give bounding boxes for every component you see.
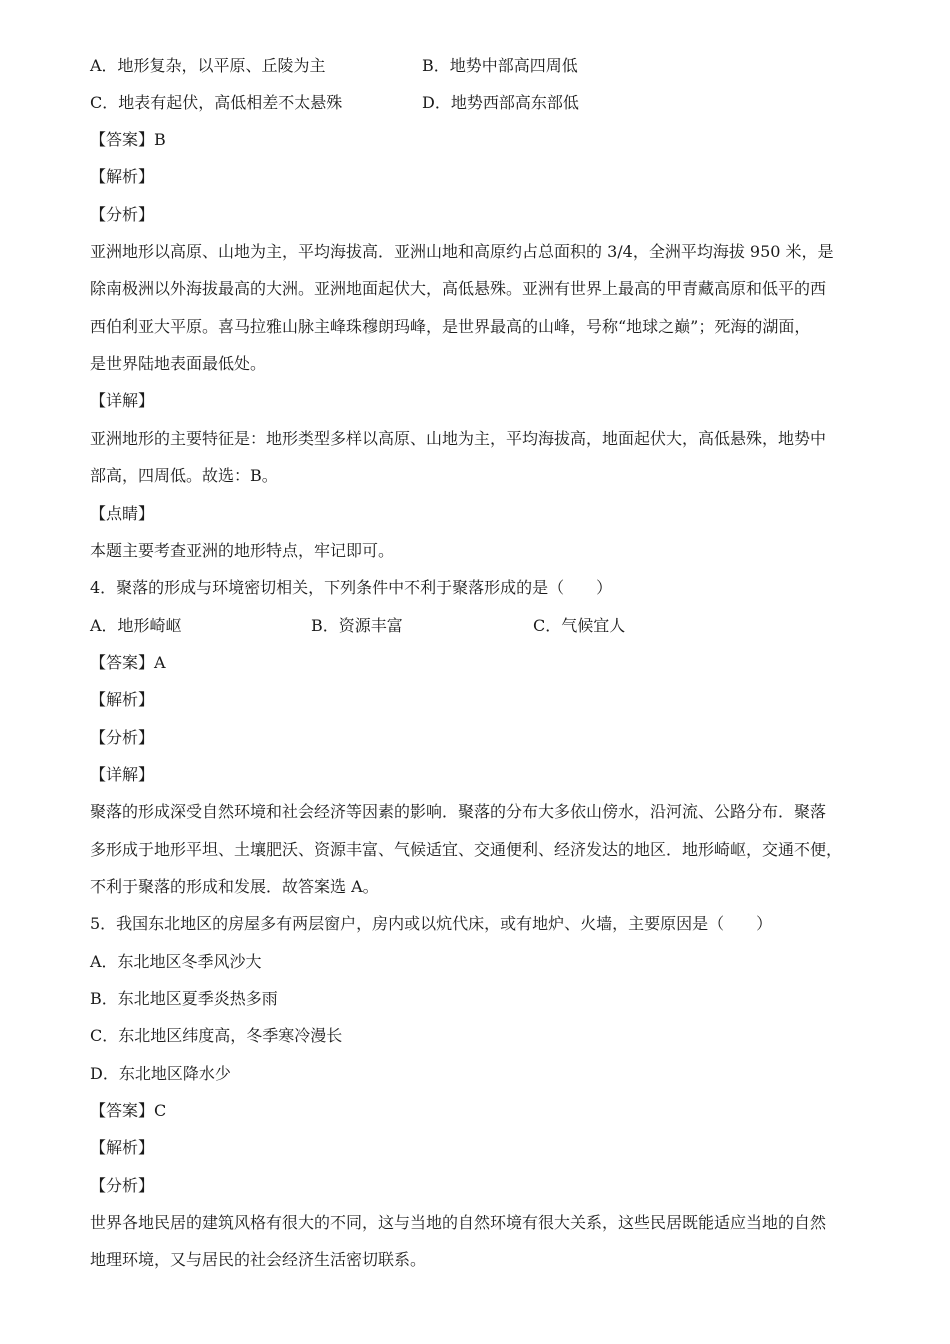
- q4-option-b: B．资源丰富: [311, 616, 403, 635]
- q3-analysis-line: 是世界陆地表面最低处。: [90, 354, 267, 373]
- q4-option-c: C．气候宜人: [533, 616, 626, 635]
- q5-option-c: C．东北地区纬度高，冬季寒冷漫长: [90, 1026, 343, 1045]
- q4-jiexi-heading: 【解析】: [90, 690, 155, 709]
- q5-option-d: D．东北地区降水少: [90, 1064, 231, 1083]
- q3-option-a: A．地形复杂，以平原、丘陵为主: [90, 56, 326, 75]
- q3-jiexi-heading: 【解析】: [90, 167, 155, 186]
- q3-tip: 本题主要考查亚洲的地形特点，牢记即可。: [90, 541, 395, 560]
- q4-fenxi-heading: 【分析】: [90, 728, 155, 747]
- q4-question: 4．聚落的形成与环境密切相关，下列条件中不利于聚落形成的是（ ）: [90, 578, 613, 597]
- q5-option-b: B．东北地区夏季炎热多雨: [90, 989, 278, 1008]
- q5-jiexi-heading: 【解析】: [90, 1138, 155, 1157]
- q4-detail-line: 多形成于地形平坦、土壤肥沃、资源丰富、气候适宜、交通便利、经济发达的地区．地形崎岖，交通不便，: [90, 840, 843, 859]
- q5-fenxi-heading: 【分析】: [90, 1176, 155, 1195]
- q3-fenxi-heading: 【分析】: [90, 205, 155, 224]
- q3-option-c: C．地表有起伏，高低相差不太悬殊: [90, 93, 343, 112]
- q3-analysis-line: 亚洲地形以高原、山地为主，平均海拔高．亚洲山地和高原约占总面积的 3/4，全洲平均海拔 950 米，是: [90, 242, 834, 261]
- q5-analysis-line: 世界各地民居的建筑风格有很大的不同，这与当地的自然环境有很大关系，这些民居既能适应当地的自然: [90, 1213, 827, 1232]
- q3-answer: 【答案】B: [90, 130, 166, 149]
- q5-option-a: A．东北地区冬季风沙大: [90, 952, 262, 971]
- q4-detail-line: 聚落的形成深受自然环境和社会经济等因素的影响．聚落的分布大多依山傍水，沿河流、公路分布．聚落: [90, 802, 827, 821]
- q3-analysis-line: 除南极洲以外海拔最高的大洲。亚洲地面起伏大，高低悬殊。亚洲有世界上最高的甲青藏高原和低平的西: [90, 279, 827, 298]
- q5-answer: 【答案】C: [90, 1101, 167, 1120]
- q4-detail-line: 不利于聚落的形成和发展．故答案选 A。: [90, 877, 379, 896]
- q3-xiangjie-heading: 【详解】: [90, 391, 155, 410]
- q3-option-b: B．地势中部高四周低: [422, 56, 578, 75]
- q5-question: 5．我国东北地区的房屋多有两层窗户，房内或以炕代床，或有地炉、火墙，主要原因是（ ）: [90, 914, 773, 933]
- q3-analysis-line: 西伯利亚大平原。喜马拉雅山脉主峰珠穆朗玛峰，是世界最高的山峰，号称“地球之巅”；死海的湖面，: [90, 317, 811, 336]
- q4-xiangjie-heading: 【详解】: [90, 765, 155, 784]
- q4-answer: 【答案】A: [90, 653, 166, 672]
- q3-detail-line: 亚洲地形的主要特征是：地形类型多样以高原、山地为主，平均海拔高，地面起伏大，高低悬殊，地势中: [90, 429, 827, 448]
- q3-option-d: D．地势西部高东部低: [422, 93, 579, 112]
- q3-detail-line: 部高，四周低。故选：B。: [90, 466, 278, 485]
- q4-option-a: A．地形崎岖: [90, 616, 182, 635]
- q3-dianjing-heading: 【点睛】: [90, 504, 155, 523]
- q5-analysis-line: 地理环境，又与居民的社会经济生活密切联系。: [90, 1250, 427, 1269]
